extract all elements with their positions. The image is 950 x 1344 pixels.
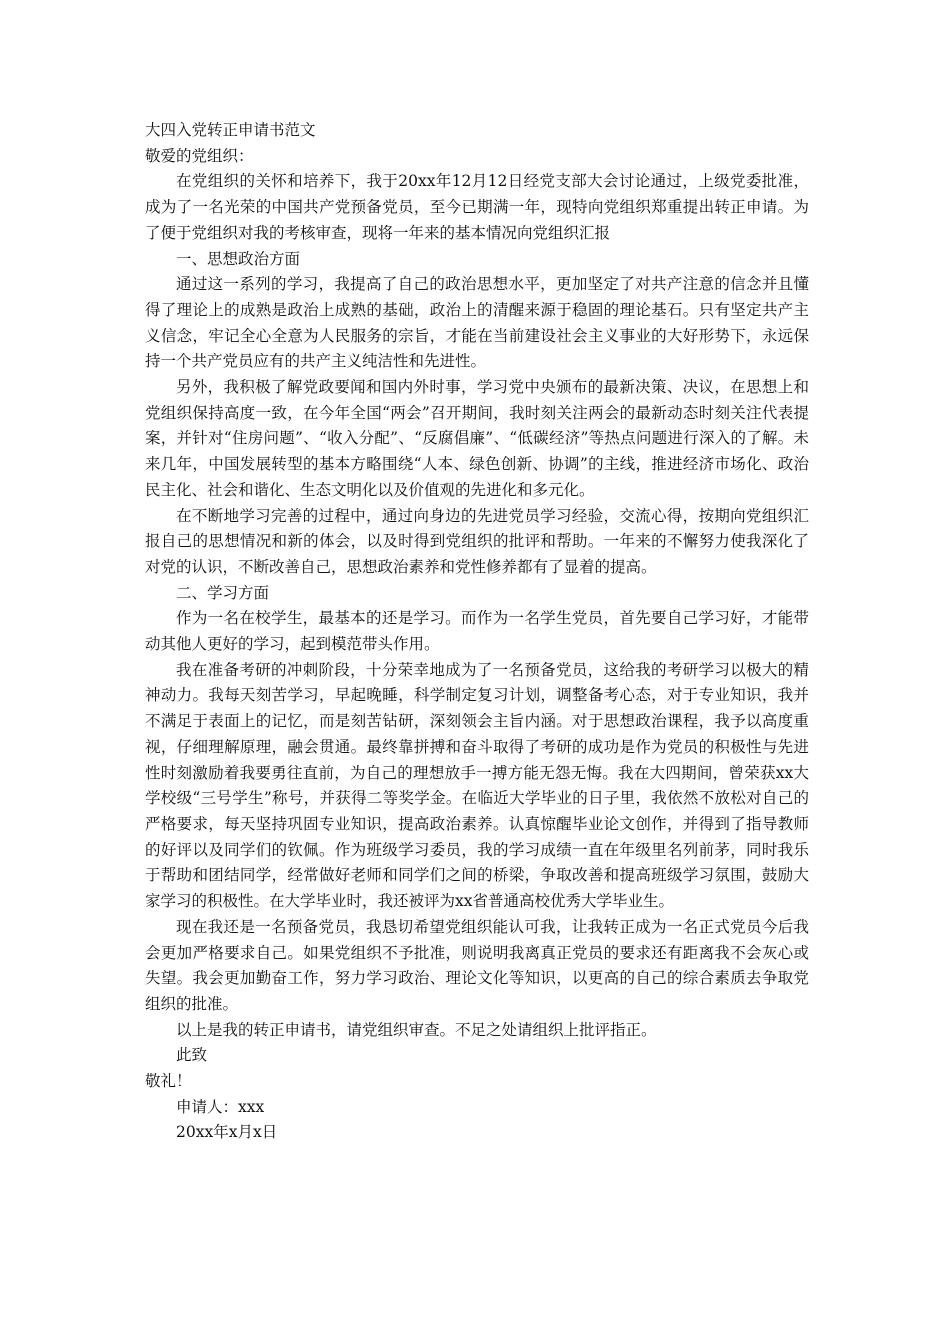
section-heading-study: 二、学习方面 — [176, 583, 270, 602]
paragraph: 现在我还是一名预备党员，我恳切希望党组织能认可我，让我转正成为一名正式党员今后我会更加严格要求自己。如果党组织不予批准，则说明我离真正党员的要求还有距离我不会灰心或失望。我会更加勤奋工作，努力学习政治、理论文化等知识，以更高的自己的综合素质去争取党组织的批准。 — [145, 917, 809, 1013]
paragraph: 在不断地学习完善的过程中，通过向身边的先进党员学习经验，交流心得，按期向党组织汇报自己的思想情况和新的体会，以及时得到党组织的批评和帮助。一年来的不懈努力使我深化了对党的认识，不断改善自己，思想政治素养和党性修养都有了显着的提高。 — [145, 506, 809, 576]
date-line: 20xx年x月x日 — [176, 1123, 278, 1142]
paragraph: 另外，我积极了解党政要闻和国内外时事，学习党中央颁布的最新决策、决议，在思想上和党组织保持高度一致，在今年全国“两会”召开期间，我时刻关注两会的最新动态时刻关注代表提案，并针对“住房问题”、“收入分配”、“反腐倡廉”、“低碳经济”等热点问题进行深入的了解。未来几年，中国发展转型的基本方略围绕“人本、绿色创新、协调”的主线，推进经济市场化、政治民主化、社会和谐化、生态文明化以及价值观的先进化和多元化。 — [145, 378, 809, 499]
document-title: 大四入党转正申请书范文 — [145, 121, 316, 139]
section-heading-politics: 一、思想政治方面 — [176, 249, 301, 268]
document-page — [145, 118, 809, 1146]
closing-salute: 敬礼！ — [145, 1072, 192, 1091]
salutation: 敬爱的党组织： — [145, 146, 254, 165]
closing-phrase: 此致 — [176, 1046, 208, 1065]
paragraph: 我在准备考研的冲刺阶段，十分荣幸地成为了一名预备党员，这给我的考研学习以极大的精神动力。我每天刻苦学习，早起晚睡，科学制定复习计划，调整备考心态，对于专业知识，我并不满足于表面上的记忆，而是刻苦钻研，深刻领会主旨内涵。对于思想政治课程，我予以高度重视，仔细理解原理，融会贯通。最终靠拼搏和奋斗取得了考研的成功是作为党员的积极性与先进性时刻激励着我要勇往直前，为自己的理想放手一搏方能无怨无悔。我在大四期间，曾荣获xx大学校级“三号学生”称号，并获得二等奖学金。在临近大学毕业的日子里，我依然不放松对自己的严格要求，每天坚持巩固专业知识，提高政治素养。认真惊醒毕业论文创作，并得到了指导教师的好评以及同学们的钦佩。作为班级学习委员，我的学习成绩一直在年级里名列前茅，同时我乐于帮助和团结同学，经常做好老师和同学们之间的桥梁，争取改善和提高班级学习氛围，鼓励大家学习的积极性。在大学毕业时，我还被评为xx省普通高校优秀大学毕业生。 — [145, 660, 809, 911]
paragraph-intro: 在党组织的关怀和培养下，我于20xx年12月12日经党支部大会讨论通过，上级党委批准，成为了一名光荣的中国共产党预备党员，至今已期满一年，现特向党组织郑重提出转正申请。为了便于党组织对我的考核审查，现将一年来的基本情况向党组织汇报 — [145, 172, 809, 242]
paragraph: 以上是我的转正申请书，请党组织审查。不足之处请组织上批评指正。 — [176, 1020, 657, 1039]
applicant-signature: 申请人：xxx — [176, 1097, 265, 1116]
paragraph: 作为一名在校学生，最基本的还是学习。而作为一名学生党员，首先要自己学习好，才能带动其他人更好的学习，起到模范带头作用。 — [145, 609, 809, 654]
paragraph: 通过这一系列的学习，我提高了自己的政治思想水平，更加坚定了对共产注意的信念并且懂得了理论上的成熟是政治上成熟的基础，政治上的清醒来源于稳固的理论基石。只有坚定共产主义信念，牢记全心全意为人民服务的宗旨，才能在当前建设社会主义事业的大好形势下，永远保持一个共产党员应有的共产主义纯洁性和先进性。 — [145, 275, 809, 371]
